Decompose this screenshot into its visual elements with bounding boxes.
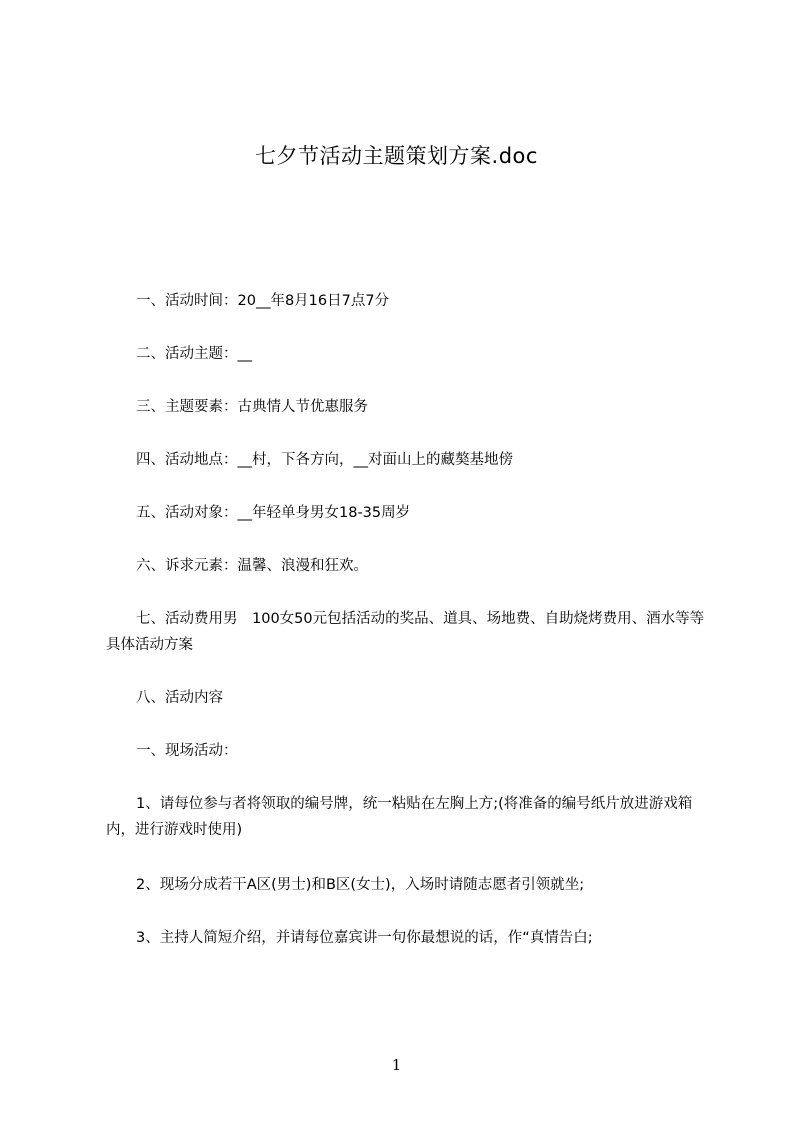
paragraph-activity-theme: 二、活动主题：__ <box>136 346 252 362</box>
paragraph-activity-cost: 七、活动费用男 100女50元包括活动的奖品、道具、场地费、自助烧烤费用、酒水等等具体活动方案 <box>106 611 705 653</box>
paragraph-step-1: 1、请每位参与者将领取的编号牌，统一粘贴在左胸上方;(将准备的编号纸片放进游戏箱内，进行游戏时使用) <box>106 796 693 838</box>
paragraph-step-2: 2、现场分成若干A区(男士)和B区(女士)，入场时请随志愿者引领就坐; <box>136 877 585 893</box>
paragraph-activity-location: 四、活动地点：__村，下各方向，__对面山上的藏獒基地傍 <box>136 452 513 468</box>
paragraph-target-audience: 五、活动对象：__年轻单身男女18-35周岁 <box>136 505 411 521</box>
paragraph-activity-content: 八、活动内容 <box>136 690 223 706</box>
paragraph-step-3: 3、主持人简短介绍，并请每位嘉宾讲一句你最想说的话，作“真情告白; <box>136 930 593 946</box>
paragraph-onsite-activity: 一、现场活动： <box>136 743 238 759</box>
document-title: 七夕节活动主题策划方案.doc <box>255 144 538 168</box>
paragraph-activity-time: 一、活动时间：20__年8月16日7点7分 <box>136 293 390 309</box>
paragraph-theme-elements: 三、主题要素：古典情人节优惠服务 <box>136 399 368 415</box>
page-number: 1 <box>391 1056 402 1074</box>
paragraph-appeal-elements: 六、诉求元素：温馨、浪漫和狂欢。 <box>136 558 368 574</box>
